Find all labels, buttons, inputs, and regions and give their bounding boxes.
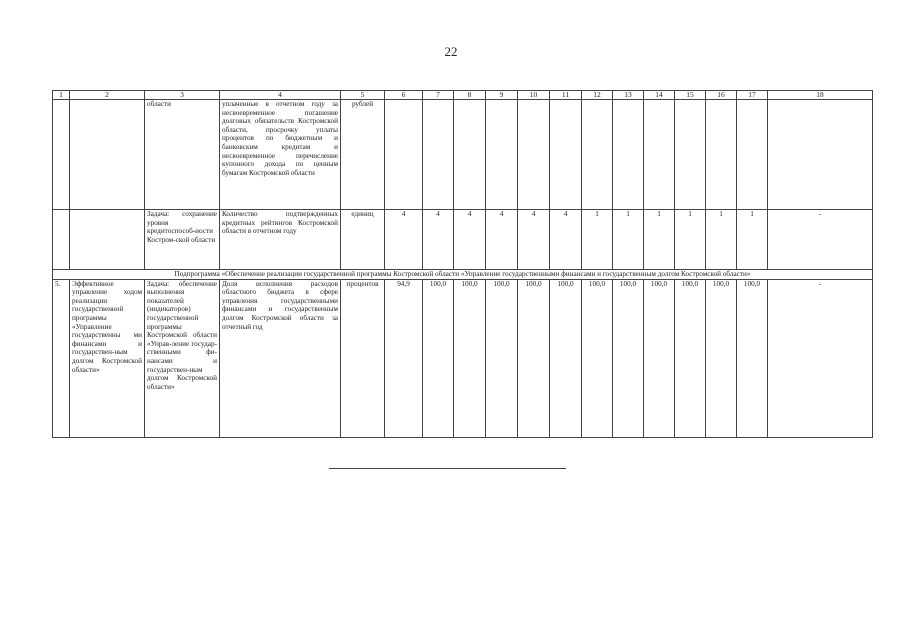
cell-task: Задача: сохранение уровня кредитоспособ-ности Костром-ской области [145, 210, 220, 270]
cell-value: 4 [550, 210, 582, 270]
cell-value: 1 [613, 210, 644, 270]
col-header: 3 [145, 91, 220, 100]
col-header: 12 [582, 91, 613, 100]
col-header: 13 [613, 91, 644, 100]
cell-note: - [768, 279, 873, 437]
cell-goal [70, 210, 145, 270]
col-header: 10 [518, 91, 550, 100]
page-number: 22 [444, 44, 458, 59]
cell-value: 4 [486, 210, 518, 270]
col-header: 8 [454, 91, 486, 100]
end-divider-line [329, 468, 566, 469]
col-header: 16 [706, 91, 737, 100]
col-header: 18 [768, 91, 873, 100]
cell-value: 1 [582, 210, 613, 270]
cell-value: 100,0 [644, 279, 675, 437]
col-header: 14 [644, 91, 675, 100]
cell-value [486, 100, 518, 210]
col-header: 2 [70, 91, 145, 100]
cell-value [550, 100, 582, 210]
cell-value: 100,0 [582, 279, 613, 437]
col-header: 11 [550, 91, 582, 100]
cell-indicator: Количество подтвержденных кредитных рейтингов Костромской области в отчетном году [220, 210, 341, 270]
cell-task: области [145, 100, 220, 210]
col-header: 9 [486, 91, 518, 100]
cell-goal [70, 100, 145, 210]
cell-value: 1 [644, 210, 675, 270]
cell-note [768, 100, 873, 210]
cell-value: 100,0 [613, 279, 644, 437]
cell-goal: Эффективное управление ходом реализации государственной программы «Управление государственны ми финансами и государствен-ным долгом Костромской области» [70, 279, 145, 437]
table-row [53, 100, 873, 210]
cell-value: 100,0 [518, 279, 550, 437]
col-header: 17 [737, 91, 768, 100]
cell-value: 4 [423, 210, 454, 270]
cell-number [53, 100, 70, 210]
col-header: 1 [53, 91, 70, 100]
header-row [53, 91, 873, 100]
col-header: 5 [341, 91, 385, 100]
cell-unit: процентов [341, 279, 385, 437]
cell-value: 100,0 [454, 279, 486, 437]
col-header: 4 [220, 91, 341, 100]
cell-unit: единиц [341, 210, 385, 270]
subprogram-title: Подпрограмма «Обеспечение реализации государственной программы Костромской области «Управление государственными финансами и государственным долгом Костромской области» [53, 270, 873, 280]
col-header: 6 [385, 91, 423, 100]
cell-indicator: уплаченные в отчетном году за несвоевременное погашение долговых обязательств Костромской области, просрочку уплаты процентов по бюджетным и банковским кредитам и несвоевременное перечисление купонного дохода по ценным бумагам Костромской области [220, 100, 341, 210]
cell-value: 100,0 [423, 279, 454, 437]
cell-number [53, 210, 70, 270]
cell-value: 1 [706, 210, 737, 270]
table-row [53, 210, 873, 270]
cell-value [454, 100, 486, 210]
col-header: 7 [423, 91, 454, 100]
cell-value [385, 100, 423, 210]
cell-value: 100,0 [486, 279, 518, 437]
cell-value: 1 [675, 210, 706, 270]
cell-note: - [768, 210, 873, 270]
cell-value [675, 100, 706, 210]
cell-value: 4 [454, 210, 486, 270]
indicator-table [52, 90, 873, 438]
cell-value: 100,0 [675, 279, 706, 437]
cell-unit: рублей [341, 100, 385, 210]
cell-indicator: Доля исполнения расходов областного бюджета в сфере управления государственными финансами и государственным долгом Костромской области за отчетный год [220, 279, 341, 437]
cell-task: Задача: обеспечение выполнения показателей (индикаторов) государственной программы Костромской области «Управ-ление государ-ственными фи-нансами и государствен-ным долгом Костромской области» [145, 279, 220, 437]
cell-value [613, 100, 644, 210]
cell-value: 4 [385, 210, 423, 270]
cell-value [423, 100, 454, 210]
cell-number: 5. [53, 279, 70, 437]
cell-value [582, 100, 613, 210]
table-row [53, 279, 873, 437]
cell-value: 100,0 [737, 279, 768, 437]
cell-value: 100,0 [706, 279, 737, 437]
cell-value: 100,0 [550, 279, 582, 437]
cell-value [644, 100, 675, 210]
cell-value: 4 [518, 210, 550, 270]
col-header: 15 [675, 91, 706, 100]
cell-value: 94,9 [385, 279, 423, 437]
subprogram-row [53, 270, 873, 280]
cell-value [518, 100, 550, 210]
cell-value [737, 100, 768, 210]
cell-value: 1 [737, 210, 768, 270]
cell-value [706, 100, 737, 210]
